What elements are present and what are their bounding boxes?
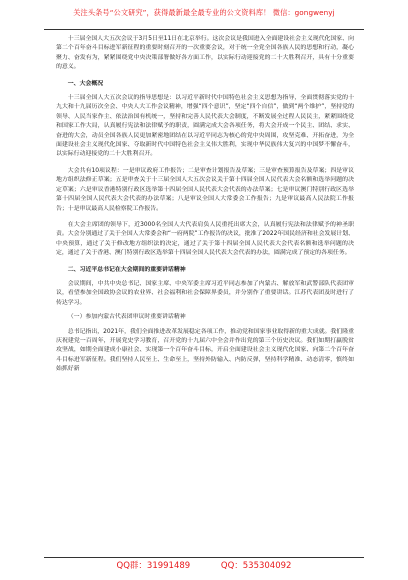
header-banner: 关注头条号“公文研究”，获得最新最全最专业的公文资料库！ 微信：gongwenyj: [73, 8, 335, 17]
footer-qq-group: QQ群：31991489: [116, 561, 191, 571]
section-heading-overview: 一、大会概况: [67, 80, 104, 87]
header-divider: [44, 29, 364, 30]
footer-qq: QQ：535304092: [220, 561, 292, 571]
footer-contact: [0, 559, 408, 571]
speech-content-paragraph: 总书记指出，2021年，我们全面推进改革发展稳定各项工作，推动党和国家事业取得新的重大成就。我们隆重庆祝建党一百周年，开展党史学习教育，召开党的十九届六中全会并作出党的第三个历史决议。我们如期打赢脱贫攻坚战，如期全面建成小康社会、实现第一个百年奋斗目标，开启全面建设社会主义现代化国家、向第二个百年奋斗目标进军新征程。我们坚持人民至上、生命至上，坚持外防输入、内防反弹，坚持科学精准、动态清零，慎终如始抓好新: [56, 328, 354, 373]
guiding-thought-paragraph: 十三届全国人大五次会议的指导思想是：以习近平新时代中国特色社会主义思想为指导，全面贯彻落实党的十九大和十九届历次全会、中央人大工作会议精神，增强“四个意识”，坚定“四个自信”，做到“两个维护”，坚持党的领导、人民当家作主、依法治国有机统一，坚持和完善人民代表大会制度，不断发展全过程人民民主，紧紧围绕党和国家工作大局，认真履行宪法和法律赋予的职责，圆满完成大会各项任务，将大会开成一个民主、团结、求实、奋进的大会，动员全国各族人民更加紧密地团结在以习近平同志为核心的党中央周围，攻坚克难、开拓奋进，为全面建设社会主义现代化国家、夺取新时代中国特色社会主义伟大胜利，实现中华民族伟大复兴的中国梦不懈奋斗，以实际行动迎接党的二十大胜利召开。: [56, 95, 354, 158]
footer-divider: [44, 557, 364, 558]
results-paragraph: 在大会主席团的领导下，近3000名全国人大代表肩负人民重托出席大会，认真履行宪法和法律赋予的神圣职责。大会分别通过了关于全国人大常委会和“一府两院”工作报告的决议，批准了2022年国民经济和社会发展计划、中央预算，通过了关于修改地方组织法的决定，通过了关于第十四届全国人民代表大会代表名额和选举问题的决定，通过了关于香港、澳门特别行政区选举第十四届全国人民代表大会代表的办法，圆满完成了预定的各项任务。: [56, 221, 354, 257]
document-body: [56, 35, 354, 375]
speech-intro-paragraph: 会议期间，中共中央总书记、国家主席、中央军委主席习近平同志参加了内蒙古、解放军和武警部队代表团审议，看望参加全国政协会议的农业界、社会福利和社会保障界委员，并分别作了重要讲话。江苏代表团及时进行了传达学习。: [56, 280, 354, 306]
section-heading-speech: 二、习近平总书记在大会期间的重要讲话精神: [67, 266, 186, 273]
intro-paragraph: 十三届全国人大五次会议于3月5日至11日在北京举行。这次会议是我国进入全面建设社会主义现代化国家、向第二个百年奋斗目标进军新征程的重要时刻召开的一次重要会议，对于统一全党全国各族人民的思想和行动，凝心聚力、奋发有为，紧紧围绕党中央决策部署做好各方面工作，以实际行动迎接党的二十大胜利召开，具有十分重要的意义。: [56, 36, 354, 71]
agenda-paragraph: 大会共有10项议程：一是审议政府工作报告；二是审查计划报告及草案；三是审查预算报告及草案；四是审议地方组织法修正草案；五是审查关于十三届全国人大五次会议关于第十四届全国人民代表大会名额和选举问题的决定草案；六是审议香港特别行政区选举第十四届全国人民代表大会代表的办法草案；七是审议澳门特别行政区选举第十四届全国人民代表大会代表的办法草案；八是审议全国人大常委会工作报告；九是审议最高人民法院工作报告；十是审议最高人民检察院工作报告。: [56, 167, 354, 212]
subsection-heading-inner-mongolia: （一）参加内蒙古代表团审议时重要讲话精神: [67, 314, 186, 321]
